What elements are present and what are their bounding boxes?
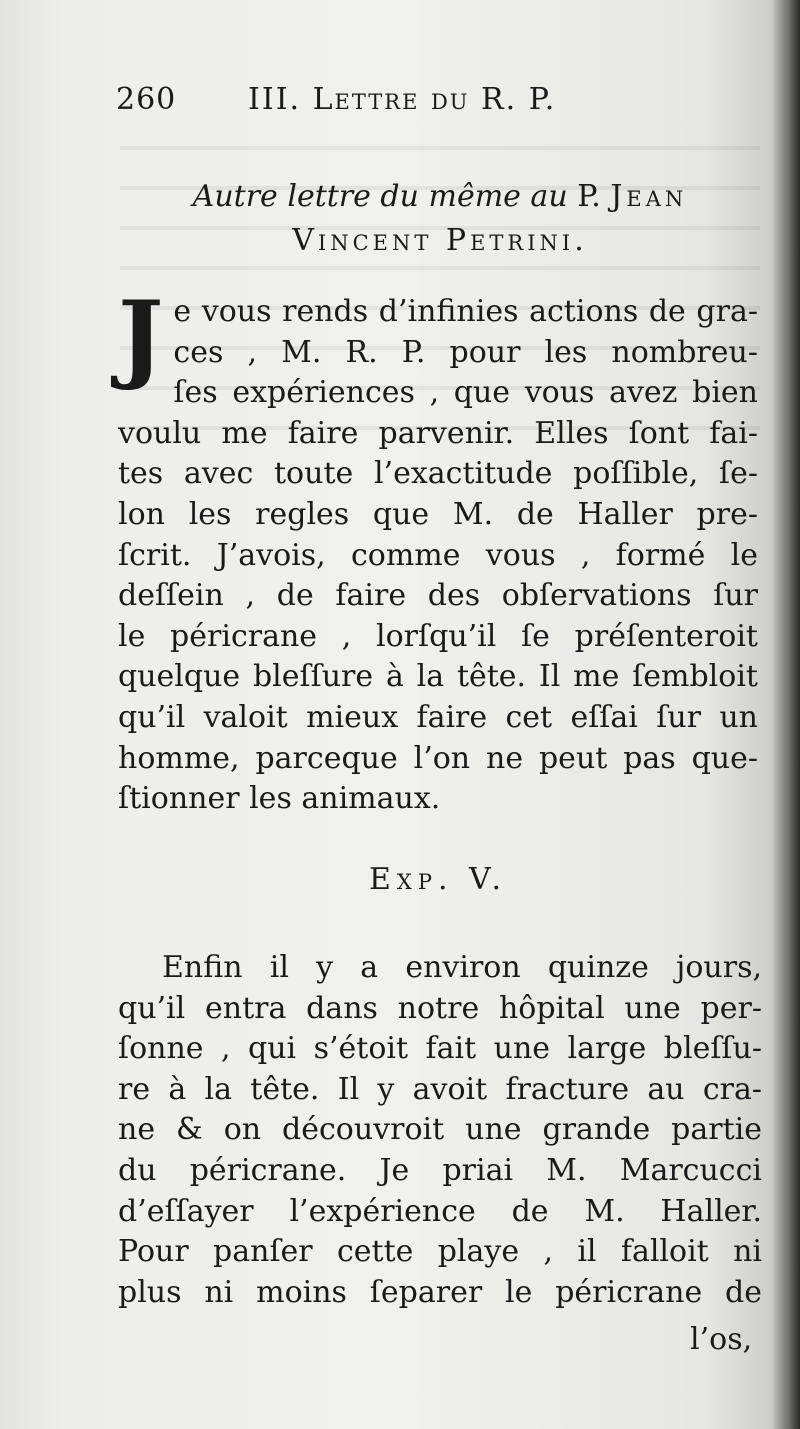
text-line: Pour panſer cette playe , il falloit ni <box>118 1234 762 1270</box>
text-line: re à la tête. Il y avoit fracture au cra- <box>118 1071 762 1107</box>
text-line: deſſein , de faire des obſervations ſur <box>118 578 758 614</box>
title-name-2: Vincent Petrini. <box>292 223 588 258</box>
text-line: voulu me faire parvenir. Elles ſont fai- <box>118 415 758 451</box>
title-name-1: Jean <box>610 179 688 214</box>
text-line: ces , M. R. P. pour les nombreu- <box>173 334 758 370</box>
text-line: le péricrane , lorſqu’il ſe préſenteroit <box>118 618 758 654</box>
text-line: d’eſſayer l’expérience de M. Haller. <box>118 1193 762 1229</box>
text-line: ſes expériences , que vous avez bien <box>173 375 758 411</box>
title-line-1 <box>120 175 760 219</box>
letter-title <box>120 175 760 263</box>
catchword: l’os, <box>690 1322 753 1357</box>
text-line: tes avec toute l’exactitude poſſible, ſe- <box>118 456 758 492</box>
text-line: qu’il valoit mieux faire cet eſſai ſur un <box>118 699 758 735</box>
paragraph-1 <box>118 280 758 820</box>
title-italic: Autre lettre du même au <box>192 179 568 214</box>
text-line: ſtionner les animaux. <box>118 781 441 817</box>
running-header <box>116 82 716 128</box>
text-line: homme, parceque l’on ne peut pas que- <box>118 740 758 776</box>
text-line: plus ni moins ſeparer le péricrane de <box>118 1274 762 1310</box>
text-line: du péricrane. Je priai M. Marcucci <box>118 1152 762 1188</box>
drop-cap: J <box>118 280 164 393</box>
running-title: III. Lettre du R. P. <box>248 82 557 117</box>
text-line: Enfin il y a environ quinze jours, <box>162 950 762 985</box>
text-line: quelque bleſſure à la tête. Il me ſembloit <box>118 659 758 695</box>
section-heading: Exp. V. <box>368 862 507 897</box>
text-line: ne & on découvroit une grande partie <box>118 1112 762 1148</box>
text-line: lon les regles que M. de Haller pre- <box>118 496 758 532</box>
title-roman: P. <box>577 179 601 214</box>
text-line: e vous rends d’infinies actions de gra- <box>173 294 758 329</box>
page-number: 260 <box>116 82 177 117</box>
text-line: qu’il entra dans notre hôpital une per- <box>118 990 762 1026</box>
text-line: ſcrit. J’avois, comme vous , formé le <box>118 537 758 573</box>
page-edge-shadow <box>772 0 800 1429</box>
paragraph-2 <box>118 948 762 1313</box>
text-line: ſonne , qui s’étoit fait une large bleſſu- <box>118 1031 762 1067</box>
